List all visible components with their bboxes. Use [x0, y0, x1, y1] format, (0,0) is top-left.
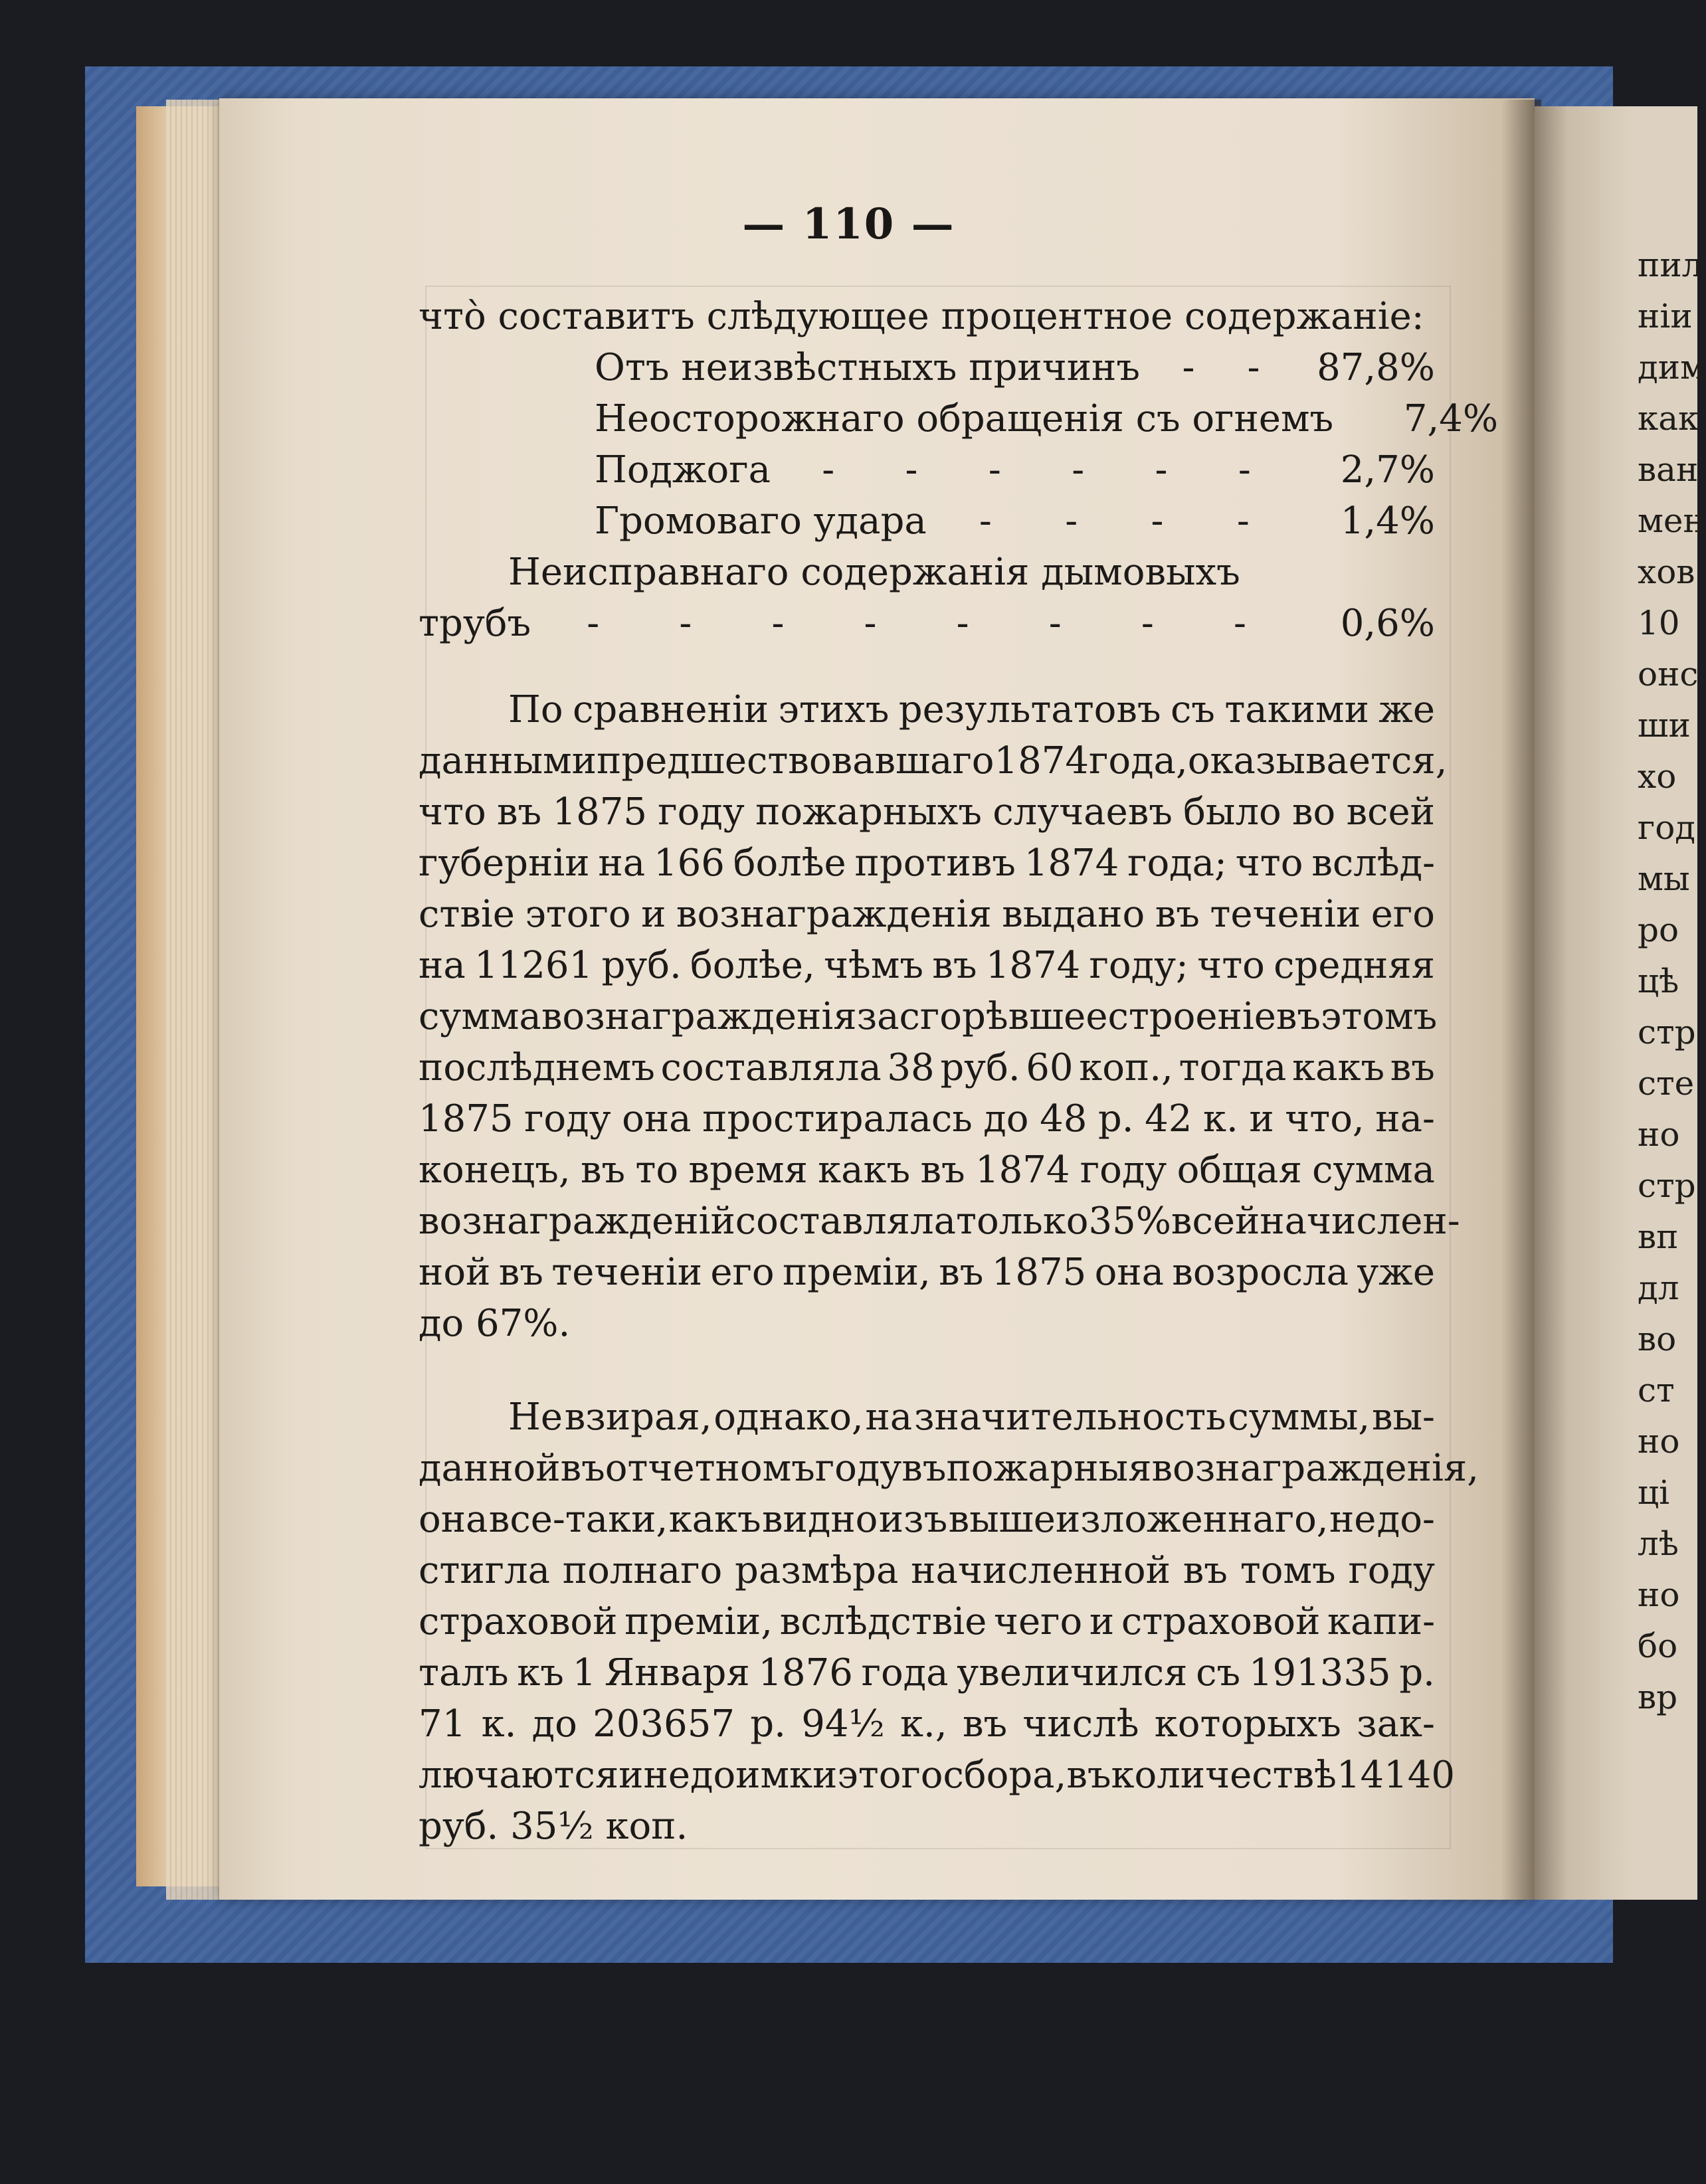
right-page-fragment: 10 [1638, 604, 1680, 642]
stat-label: Отъ неизвѣстныхъ причинъ [595, 346, 1140, 389]
stat-dashes [1333, 393, 1365, 444]
text-line: на 11261 руб. болѣе, чѣмъ въ 1874 году; что средняя [419, 944, 1435, 987]
right-page-fragment: год [1638, 808, 1696, 847]
stat-label: Поджога [595, 448, 771, 492]
stat-row [419, 393, 1499, 444]
text-line: губерніи на 166 болѣе противъ 1874 года; что вслѣд- [419, 842, 1435, 885]
stat-wrap-label-2: трубъ [419, 602, 531, 645]
text-line: стигла полнаго размѣра начисленной въ томъ году [419, 1549, 1435, 1592]
page-number: — 110 — [742, 199, 955, 249]
text-line: ствіе этого и вознагражденія выдано въ теченіи его [419, 893, 1435, 936]
paragraph-2 [419, 1392, 1479, 1852]
right-page-fragment: стр [1638, 1166, 1696, 1205]
stat-wrap-line-1 [419, 547, 1435, 598]
stat-wrap-dashes: - - - - - - - - [587, 602, 1246, 645]
stat-row [419, 444, 1435, 496]
right-page-fragment: мен [1638, 501, 1705, 540]
stat-wrap-line-2 [419, 598, 1435, 649]
stat-wrap-label-1: Неисправнаго содержанія дымовыхъ [508, 551, 1240, 594]
text-line: сумма вознагражденія за сгорѣвшее строеніе въ этомъ [419, 995, 1438, 1038]
text-line: 1875 году она простиралась до 48 р. 42 к. и что, на- [419, 1097, 1435, 1140]
text-line: она все-таки, какъ видно изъ вышеизложеннаго, не до- [419, 1498, 1435, 1541]
stat-value: 87,8% [1317, 346, 1435, 389]
intro-line [419, 291, 1435, 342]
text-line: По сравненіи этихъ результатовъ съ такими же [508, 688, 1435, 731]
text-line: руб. 35½ коп. [419, 1805, 688, 1848]
text-line: что въ 1875 году пожарныхъ случаевъ было во всей [419, 790, 1435, 834]
right-page-fragment: онс [1638, 655, 1699, 693]
right-page-fragment: сте [1638, 1064, 1695, 1103]
right-page-fragment: ро [1638, 911, 1679, 949]
right-page-fragment: но [1638, 1115, 1680, 1154]
right-page-fragment: цѣ [1638, 962, 1679, 1000]
text-line: талъ къ 1 Января 1876 года увеличился съ 191335 р. [419, 1651, 1435, 1694]
text-line: вознагражденій составляла только 35% всей начислен- [419, 1200, 1460, 1243]
right-page-fragment: мы [1638, 860, 1690, 898]
stats-block [419, 291, 1499, 649]
right-page-fragment: бо [1638, 1627, 1678, 1665]
right-page-fragment: но [1638, 1576, 1680, 1614]
right-page-fragment: дл [1638, 1269, 1679, 1307]
intro-text: чтò составитъ слѣдующее процентное содержаніе: [419, 295, 1424, 338]
right-page-fragment: вр [1638, 1678, 1678, 1716]
text-line: лючаются и недоимки этого сбора, въ количествѣ 14140 [419, 1754, 1456, 1797]
text-line: ной въ теченіи его преміи, въ 1875 она возросла уже [419, 1251, 1435, 1294]
right-page-fragment: ши [1638, 706, 1691, 745]
text-line: послѣднемъ составляла 38 руб. 60 коп., тогда какъ въ [419, 1046, 1435, 1089]
right-page-fragment: пил [1638, 246, 1703, 284]
stat-dashes: - - [1182, 346, 1260, 389]
right-page-fragment: хо [1638, 757, 1677, 796]
right-page-fragment: хов [1638, 553, 1695, 591]
stat-wrap-value: 0,6% [1340, 602, 1435, 645]
stat-row [419, 496, 1435, 547]
right-page-fragment: но [1638, 1422, 1680, 1461]
stats-list [419, 342, 1499, 547]
stat-label: Громоваго удара [595, 500, 927, 543]
text-line: 71 к. до 203657 р. 94½ к., въ числѣ которыхъ зак- [419, 1702, 1435, 1746]
text-line: до 67%. [419, 1302, 571, 1345]
right-page-fragment: вп [1638, 1218, 1679, 1256]
right-page [1535, 106, 1706, 1900]
right-page-fragment: как [1638, 399, 1699, 438]
stat-dashes: - - - - [979, 500, 1250, 543]
text-line: данной въ отчетномъ году въ пожарныя вознагражденія, [419, 1447, 1479, 1490]
right-page-fragment: дим [1638, 348, 1706, 387]
text-line: страховой преміи, вслѣдствіе чего и страховой капи- [419, 1600, 1435, 1643]
stat-value: 2,7% [1340, 448, 1435, 492]
right-page-fragment: ці [1638, 1473, 1670, 1512]
stat-value: 1,4% [1340, 500, 1435, 543]
text-line: Не взирая, однако, на значительность суммы, вы- [508, 1396, 1435, 1439]
paragraph-1 [419, 684, 1460, 1349]
stat-value: 7,4% [1403, 397, 1499, 440]
text-line: конецъ, въ то время какъ въ 1874 году общая сумма [419, 1148, 1435, 1192]
right-page-fragment: во [1638, 1320, 1677, 1358]
right-page-fragment: ніи [1638, 297, 1693, 335]
right-page-fragment: лѣ [1638, 1524, 1679, 1563]
stat-row [419, 342, 1435, 393]
text-line: данными предшествовавшаго 1874 года, оказывается, [419, 739, 1448, 782]
stat-label: Неосторожнаго обращенія съ огнемъ [595, 397, 1334, 440]
right-page-fragment: стр [1638, 1013, 1696, 1051]
right-page-fragment: ван [1638, 450, 1699, 489]
right-page-fragment: ст [1638, 1371, 1675, 1410]
stat-dashes: - - - - - - [822, 448, 1251, 492]
